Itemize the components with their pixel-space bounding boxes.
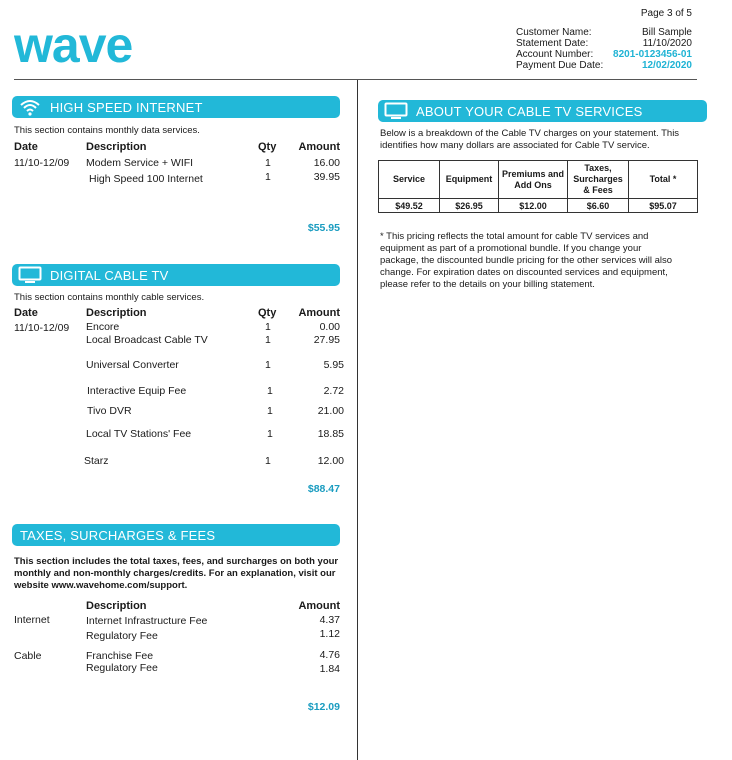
internet-row-desc: High Speed 100 Internet (89, 173, 203, 185)
payment-due-label: Payment Due Date: (516, 60, 604, 71)
cable-row-desc: Tivo DVR (87, 405, 132, 417)
cable-row-qty: 1 (265, 321, 271, 333)
internet-col-description: Description (86, 141, 147, 153)
taxes-total: $12.09 (307, 701, 340, 713)
taxes-row-amount: 4.76 (319, 649, 340, 661)
taxes-section-banner (12, 524, 340, 546)
cable-row-amount: 2.72 (323, 385, 344, 397)
taxes-row-category: Cable (14, 650, 42, 662)
internet-section-banner (12, 96, 340, 118)
about-intro-line: Below is a breakdown of the Cable TV charges on your statement. This (380, 128, 680, 139)
cable-row-qty: 1 (265, 359, 271, 371)
cable-row-amount: 5.95 (323, 359, 344, 371)
tv-icon (18, 266, 42, 284)
internet-row-amount: 39.95 (313, 171, 340, 183)
account-number-value: 8201-0123456-01 (613, 49, 692, 60)
cable-row-qty: 1 (267, 385, 273, 397)
header-divider (14, 79, 697, 80)
cable-section-title: DIGITAL CABLE TV (50, 267, 169, 283)
cable-row-desc: Universal Converter (86, 359, 179, 371)
brand-wordmark: wave (14, 22, 133, 70)
table-cell-premiums: $12.00 (499, 199, 568, 213)
cable-row-desc: Local Broadcast Cable TV (86, 334, 208, 346)
about-section-banner (378, 100, 707, 122)
cable-row-desc: Starz (84, 455, 109, 467)
taxes-row-desc: Regulatory Fee (86, 662, 158, 674)
account-number-label: Account Number: (516, 49, 594, 60)
taxes-row-amount: 4.37 (319, 614, 340, 626)
table-header-total: Total * (629, 161, 698, 199)
cable-row-qty: 1 (265, 334, 271, 346)
internet-row-qty: 1 (265, 157, 271, 169)
payment-due-value: 12/02/2020 (641, 60, 692, 71)
internet-row-desc: Modem Service + WIFI (86, 157, 194, 169)
about-footnote-line: * This pricing reflects the total amount for cable TV services and (380, 231, 649, 242)
about-footnote-line: please refer to the details on your billing statement. (380, 279, 595, 290)
internet-total: $55.95 (307, 222, 340, 234)
taxes-section-title: TAXES, SURCHARGES & FEES (20, 527, 216, 543)
internet-col-amount: Amount (298, 141, 340, 153)
internet-note: This section contains monthly data services. (14, 125, 200, 136)
taxes-col-description: Description (86, 600, 147, 612)
wave-logo (14, 22, 190, 70)
taxes-row-desc: Internet Infrastructure Fee (86, 615, 208, 627)
cable-row-qty: 1 (267, 405, 273, 417)
cable-col-date: Date (14, 307, 38, 319)
statement-date-label: Statement Date: (516, 38, 589, 49)
column-divider (357, 80, 358, 760)
internet-col-date: Date (14, 141, 38, 153)
wifi-icon (18, 98, 42, 116)
cable-section-banner (12, 264, 340, 286)
table-cell-service: $49.52 (379, 199, 440, 213)
about-footnote-line: change. For expiration dates on discounted services and equipment, (380, 267, 668, 278)
taxes-row-desc: Regulatory Fee (86, 630, 158, 642)
customer-name-value: Bill Sample (641, 27, 692, 38)
cable-row-date: 11/10-12/09 (14, 322, 70, 334)
cable-row-desc: Encore (86, 321, 120, 333)
cable-row-amount: 18.85 (317, 428, 344, 440)
internet-row-qty: 1 (265, 171, 271, 183)
taxes-row-amount: 1.12 (319, 628, 340, 640)
taxes-note-line: website www.wavehome.com/support. (14, 580, 188, 591)
customer-name-label: Customer Name: (516, 27, 592, 38)
internet-row-date: 11/10-12/09 (14, 157, 70, 169)
table-header-equipment: Equipment (440, 161, 499, 199)
about-footnote-line: package, the discounted bundle pricing for the other services will also (380, 255, 673, 266)
internet-row-amount: 16.00 (313, 157, 340, 169)
about-footnote-line: equipment as part of a promotional bundle. If you change your (380, 243, 642, 254)
cable-row-amount: 27.95 (313, 334, 340, 346)
page-info: Page 3 of 5 (640, 8, 692, 19)
tv-icon (384, 102, 408, 120)
cable-total: $88.47 (307, 483, 340, 495)
cable-col-qty: Qty (258, 307, 277, 319)
cable-breakdown-table (378, 160, 698, 213)
cable-note: This section contains monthly cable services. (14, 292, 205, 303)
internet-col-qty: Qty (258, 141, 277, 153)
table-header-premiums: Premiums and Add Ons (499, 161, 568, 199)
taxes-note-line: This section includes the total taxes, fees, and surcharges on both your (14, 556, 339, 567)
cable-col-description: Description (86, 307, 147, 319)
cable-row-desc: Interactive Equip Fee (87, 385, 187, 397)
table-cell-equipment: $26.95 (440, 199, 499, 213)
cable-row-amount: 12.00 (317, 455, 344, 467)
table-header-service: Service (379, 161, 440, 199)
cable-row-qty: 1 (267, 428, 273, 440)
taxes-col-amount: Amount (298, 600, 340, 612)
about-section-title: ABOUT YOUR CABLE TV SERVICES (416, 103, 643, 119)
cable-col-amount: Amount (298, 307, 340, 319)
cable-row-desc: Local TV Stations' Fee (86, 428, 192, 440)
about-intro-line: identifies how many dollars are associated for Cable TV service. (380, 140, 650, 151)
taxes-row-amount: 1.84 (319, 663, 340, 675)
internet-section-title: HIGH SPEED INTERNET (50, 99, 203, 115)
taxes-row-category: Internet (14, 614, 50, 626)
cable-row-amount: 21.00 (317, 405, 344, 417)
table-header-taxes: Taxes, Surcharges & Fees (568, 161, 629, 199)
statement-date-value: 11/10/2020 (642, 38, 692, 49)
taxes-note-line: monthly and non-monthly charges/credits. For an explanation, visit our (14, 568, 336, 579)
cable-row-amount: 0.00 (319, 321, 340, 333)
table-cell-total: $95.07 (629, 199, 698, 213)
cable-row-qty: 1 (265, 455, 271, 467)
taxes-row-desc: Franchise Fee (86, 650, 154, 662)
table-cell-taxes: $6.60 (568, 199, 629, 213)
